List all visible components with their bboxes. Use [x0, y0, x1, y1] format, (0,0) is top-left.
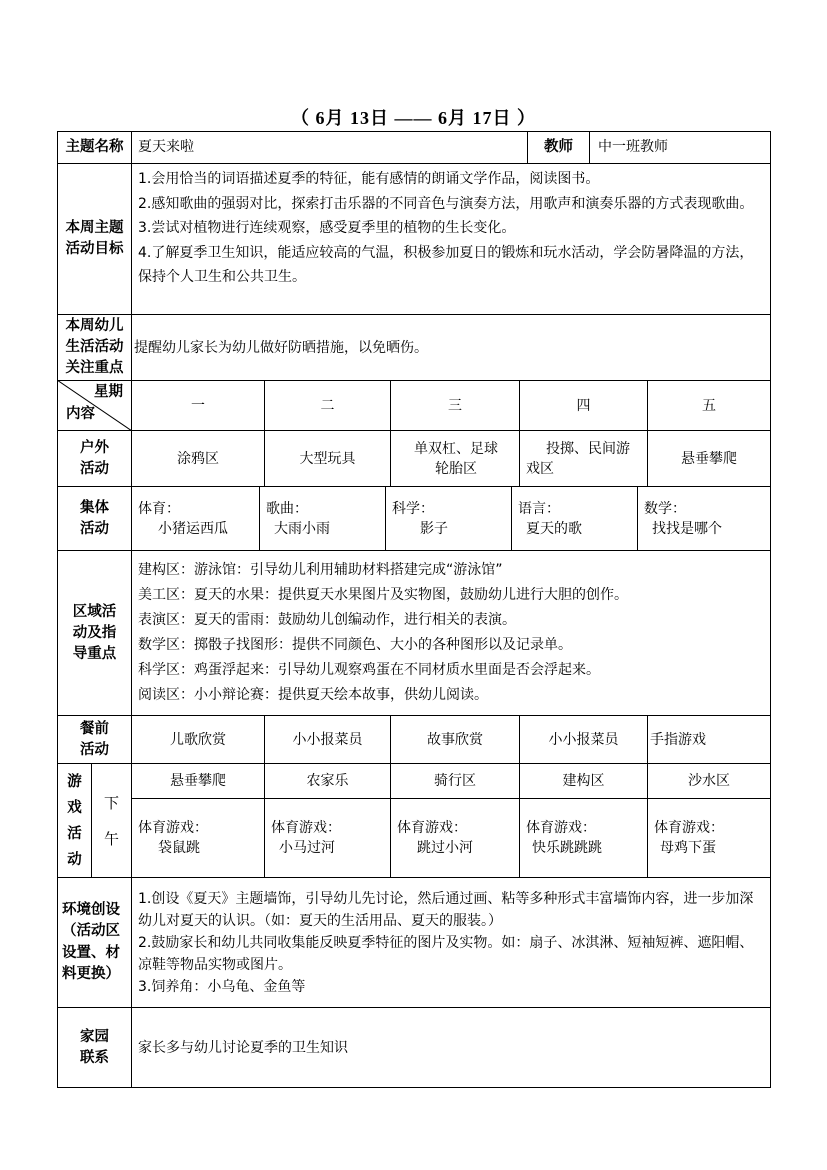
outdoor-item: 涂鸦区: [131, 430, 265, 487]
life-focus-value: 提醒幼儿家长为幼儿做好防晒措施，以免晒伤。: [131, 314, 771, 381]
premeal-item: 小小报菜员: [264, 715, 391, 764]
corner-diagonal-line: [57, 380, 132, 431]
environment-item: 1.创设《夏天》主题墙饰，引导幼儿先讨论，然后通过画、粘等多种形式丰富墙饰内容，进一步加深幼儿对夏天的认识。（如：夏天的生活用品、夏天的服装。）: [138, 890, 754, 929]
life-focus-label: 本周幼儿生活活动关注重点: [57, 314, 132, 381]
collective-name: 夏天的歌: [526, 520, 582, 537]
goal-item: 3.尝试对植物进行连续观察，感受夏季里的植物的生长变化。: [138, 220, 516, 236]
pe-game-item: [390, 798, 520, 878]
corner-weekday-label: 星期: [94, 384, 123, 400]
collective-item: [511, 486, 638, 551]
premeal-item: 故事欣赏: [390, 715, 520, 764]
game-area-item: 悬垂攀爬: [131, 763, 265, 799]
outdoor-label: 户外活动: [57, 430, 132, 487]
collective-subject: 数学：: [644, 500, 686, 517]
outdoor-item: 大型玩具: [264, 430, 391, 487]
collective-name: 影子: [420, 520, 448, 537]
pe-game-subject: 体育游戏：: [526, 820, 596, 836]
areas-label: 区域活动及指导重点: [57, 550, 132, 716]
home-contact-value: 家长多与幼儿讨论夏季的卫生知识: [131, 1007, 771, 1088]
environment-label: 环境创设（活动区设置、材料更换）: [57, 877, 132, 1008]
weekday-wednesday: 三: [390, 380, 520, 431]
goal-item: 2.感知歌曲的强弱对比，探索打击乐器的不同音色与演奏方法，用歌声和演奏乐器的方式表现歌曲。: [138, 195, 754, 212]
goal-item: 1.会用恰当的词语描述夏季的特征，能有感情的朗诵文学作品，阅读图书。: [138, 171, 600, 187]
environment-item: 2.鼓励家长和幼儿共同收集能反映夏季特征的图片及实物。如：扇子、冰淇淋、短袖短裤、遮阳帽、凉鞋等物品实物或图片。: [138, 934, 754, 973]
week-date-range-title: （ 6月 13日 —— 6月 17日 ）: [291, 108, 536, 128]
premeal-item: 小小报菜员: [519, 715, 648, 764]
goals-list: [131, 163, 771, 315]
weekday-tuesday: 二: [264, 380, 391, 431]
teacher-value: 中一班教师: [589, 131, 771, 164]
premeal-label: 餐前活动: [57, 715, 132, 764]
collective-item: [259, 486, 386, 551]
weekday-friday: 五: [647, 380, 771, 431]
outdoor-item: 悬垂攀爬: [647, 430, 771, 487]
pe-game-item: [264, 798, 391, 878]
game-area-item: 沙水区: [647, 763, 771, 799]
afternoon-label: 下午: [91, 763, 132, 878]
pe-game-name: 小马过河: [279, 840, 335, 856]
pe-game-name: 跳过小河: [417, 840, 473, 856]
game-area-item: 建构区: [519, 763, 648, 799]
collective-subject: 体育：: [138, 500, 180, 517]
goal-item: 4.了解夏季卫生知识，能适应较高的气温，积极参加夏日的锻炼和玩水活动，学会防暑降温的方法，保持个人卫生和公共卫生。: [138, 244, 754, 285]
pe-game-subject: 体育游戏：: [654, 820, 724, 836]
area-item: 科学区：鸡蛋浮起来：引导幼儿观察鸡蛋在不同材质水里面是否会浮起来。: [138, 662, 600, 678]
environment-list: [131, 877, 771, 1008]
pe-game-item: [519, 798, 648, 878]
teacher-label: 教师: [527, 131, 590, 164]
collective-label: 集体活动: [57, 486, 132, 551]
premeal-item: 手指游戏: [647, 715, 771, 764]
area-item: 表演区：夏天的雷雨：鼓励幼儿创编动作，进行相关的表演。: [138, 612, 516, 628]
collective-subject: 歌曲：: [266, 500, 308, 517]
area-item: 建构区：游泳馆：引导幼儿利用辅助材料搭建完成“游泳馆”: [138, 562, 503, 578]
collective-item: [385, 486, 512, 551]
weekday-monday: 一: [131, 380, 265, 431]
collective-item: [637, 486, 771, 551]
areas-list: [131, 550, 771, 716]
pe-game-name: 袋鼠跳: [158, 840, 200, 856]
pe-game-name: 母鸡下蛋: [660, 840, 716, 856]
pe-game-item: [647, 798, 771, 878]
collective-subject: 语言：: [518, 500, 560, 517]
games-label: 游戏活动: [57, 763, 92, 878]
collective-item: [131, 486, 260, 551]
collective-subject: 科学：: [392, 500, 434, 517]
theme-value: 夏天来啦: [131, 131, 528, 164]
outdoor-item: 单双杠、足球轮胎区: [390, 430, 520, 487]
pe-game-subject: 体育游戏：: [271, 820, 341, 836]
area-item: 数学区：掷骰子找图形：提供不同颜色、大小的各种图形以及记录单。: [138, 637, 572, 653]
game-area-item: 农家乐: [264, 763, 391, 799]
collective-name: 大雨小雨: [274, 520, 330, 537]
pe-game-subject: 体育游戏：: [397, 820, 467, 836]
collective-name: 找找是哪个: [652, 520, 722, 537]
environment-item: 3.饲养角：小乌龟、金鱼等: [138, 978, 306, 995]
pe-game-name: 快乐跳跳跳: [532, 840, 602, 856]
area-item: 阅读区：小小辩论赛：提供夏天绘本故事，供幼儿阅读。: [138, 687, 488, 703]
home-contact-label: 家园联系: [57, 1007, 132, 1088]
theme-label: 主题名称: [57, 131, 132, 164]
outdoor-item: 投掷、民间游戏区: [519, 430, 648, 487]
pe-game-item: [131, 798, 265, 878]
weekday-thursday: 四: [519, 380, 648, 431]
premeal-item: 儿歌欣赏: [131, 715, 265, 764]
collective-name: 小猪运西瓜: [158, 520, 228, 537]
area-item: 美工区：夏天的水果：提供夏天水果图片及实物图，鼓励幼儿进行大胆的创作。: [138, 587, 628, 603]
game-area-item: 骑行区: [390, 763, 520, 799]
goals-label: 本周主题活动目标: [57, 163, 132, 315]
pe-game-subject: 体育游戏：: [138, 820, 208, 836]
corner-content-label: 内容: [66, 406, 95, 422]
